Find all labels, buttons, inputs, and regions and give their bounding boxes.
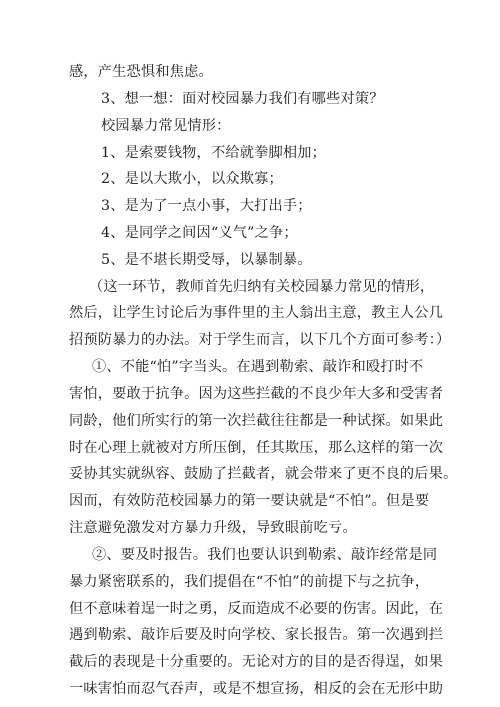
- text-line: 3、是为了一点小事，大打出手；: [101, 198, 312, 215]
- text-line: 截后的表现是十分重要的。无论对方的目的是否得逞，如果: [69, 654, 444, 671]
- text-line: ②、要及时报告。我们也要认识到勒索、敲诈经常是同: [92, 546, 438, 563]
- text-line: 注意避免激发对方暴力升级，导致眼前吃亏。: [69, 520, 357, 536]
- text-line: 同龄，他们所实行的第一次拦截往往都是一种试探。如果此: [69, 412, 444, 429]
- text-line: 然后，让学生讨论后为事件里的主人翁出主意，教主人公几: [69, 305, 444, 322]
- text-line: 时在心理上就被对方所压倒，任其欺压，那么这样的第一次: [69, 439, 444, 456]
- text-line: 招预防暴力的办法。对于学生而言，以下几个方面可参考：）: [69, 332, 451, 349]
- text-line: （这一环节，教师首先归纳有关校园暴力常见的情形，: [89, 278, 435, 295]
- text-line: ①、不能“怕”字当头。在遇到勒索、敲诈和殴打时不: [92, 359, 424, 376]
- text-line: 妥协其实就纵容、鼓励了拦截者，就会带来了更不良的后果。: [69, 466, 458, 483]
- text-line: 5、是不堪长期受辱，以暴制暴。: [101, 251, 312, 268]
- text-line: 感，产生恐惧和焦虑。: [69, 64, 213, 80]
- text-line: 因而，有效防范校园暴力的第一要诀就是“不怕”。但是要: [69, 493, 430, 510]
- text-line: 一味害怕而忍气吞声，或是不想宣扬，相反的会在无形中助: [69, 681, 444, 697]
- text-line: 4、是同学之间因“义气”之争；: [101, 225, 298, 241]
- text-line: 2、是以大欺小，以众欺寡；: [101, 171, 283, 188]
- text-line: 3、想一想：面对校园暴力我们有哪些对策？: [101, 90, 384, 107]
- text-line: 害怕，要敢于抗争。因为这些拦截的不良少年大多和受害者: [69, 385, 444, 402]
- text-line: 暴力紧密联系的，我们提倡在“不怕”的前提下与之抗争，: [69, 573, 430, 590]
- text-line: 校园暴力常见情形：: [101, 117, 231, 134]
- text-line: 但不意味着逞一时之勇，反而造成不必要的伤害。因此，在: [69, 600, 444, 617]
- text-line: 1、是索要钱物，不给就拳脚相加；: [101, 144, 327, 161]
- text-line: 遇到勒索、敲诈后要及时向学校、家长报告。第一次遇到拦: [69, 627, 444, 644]
